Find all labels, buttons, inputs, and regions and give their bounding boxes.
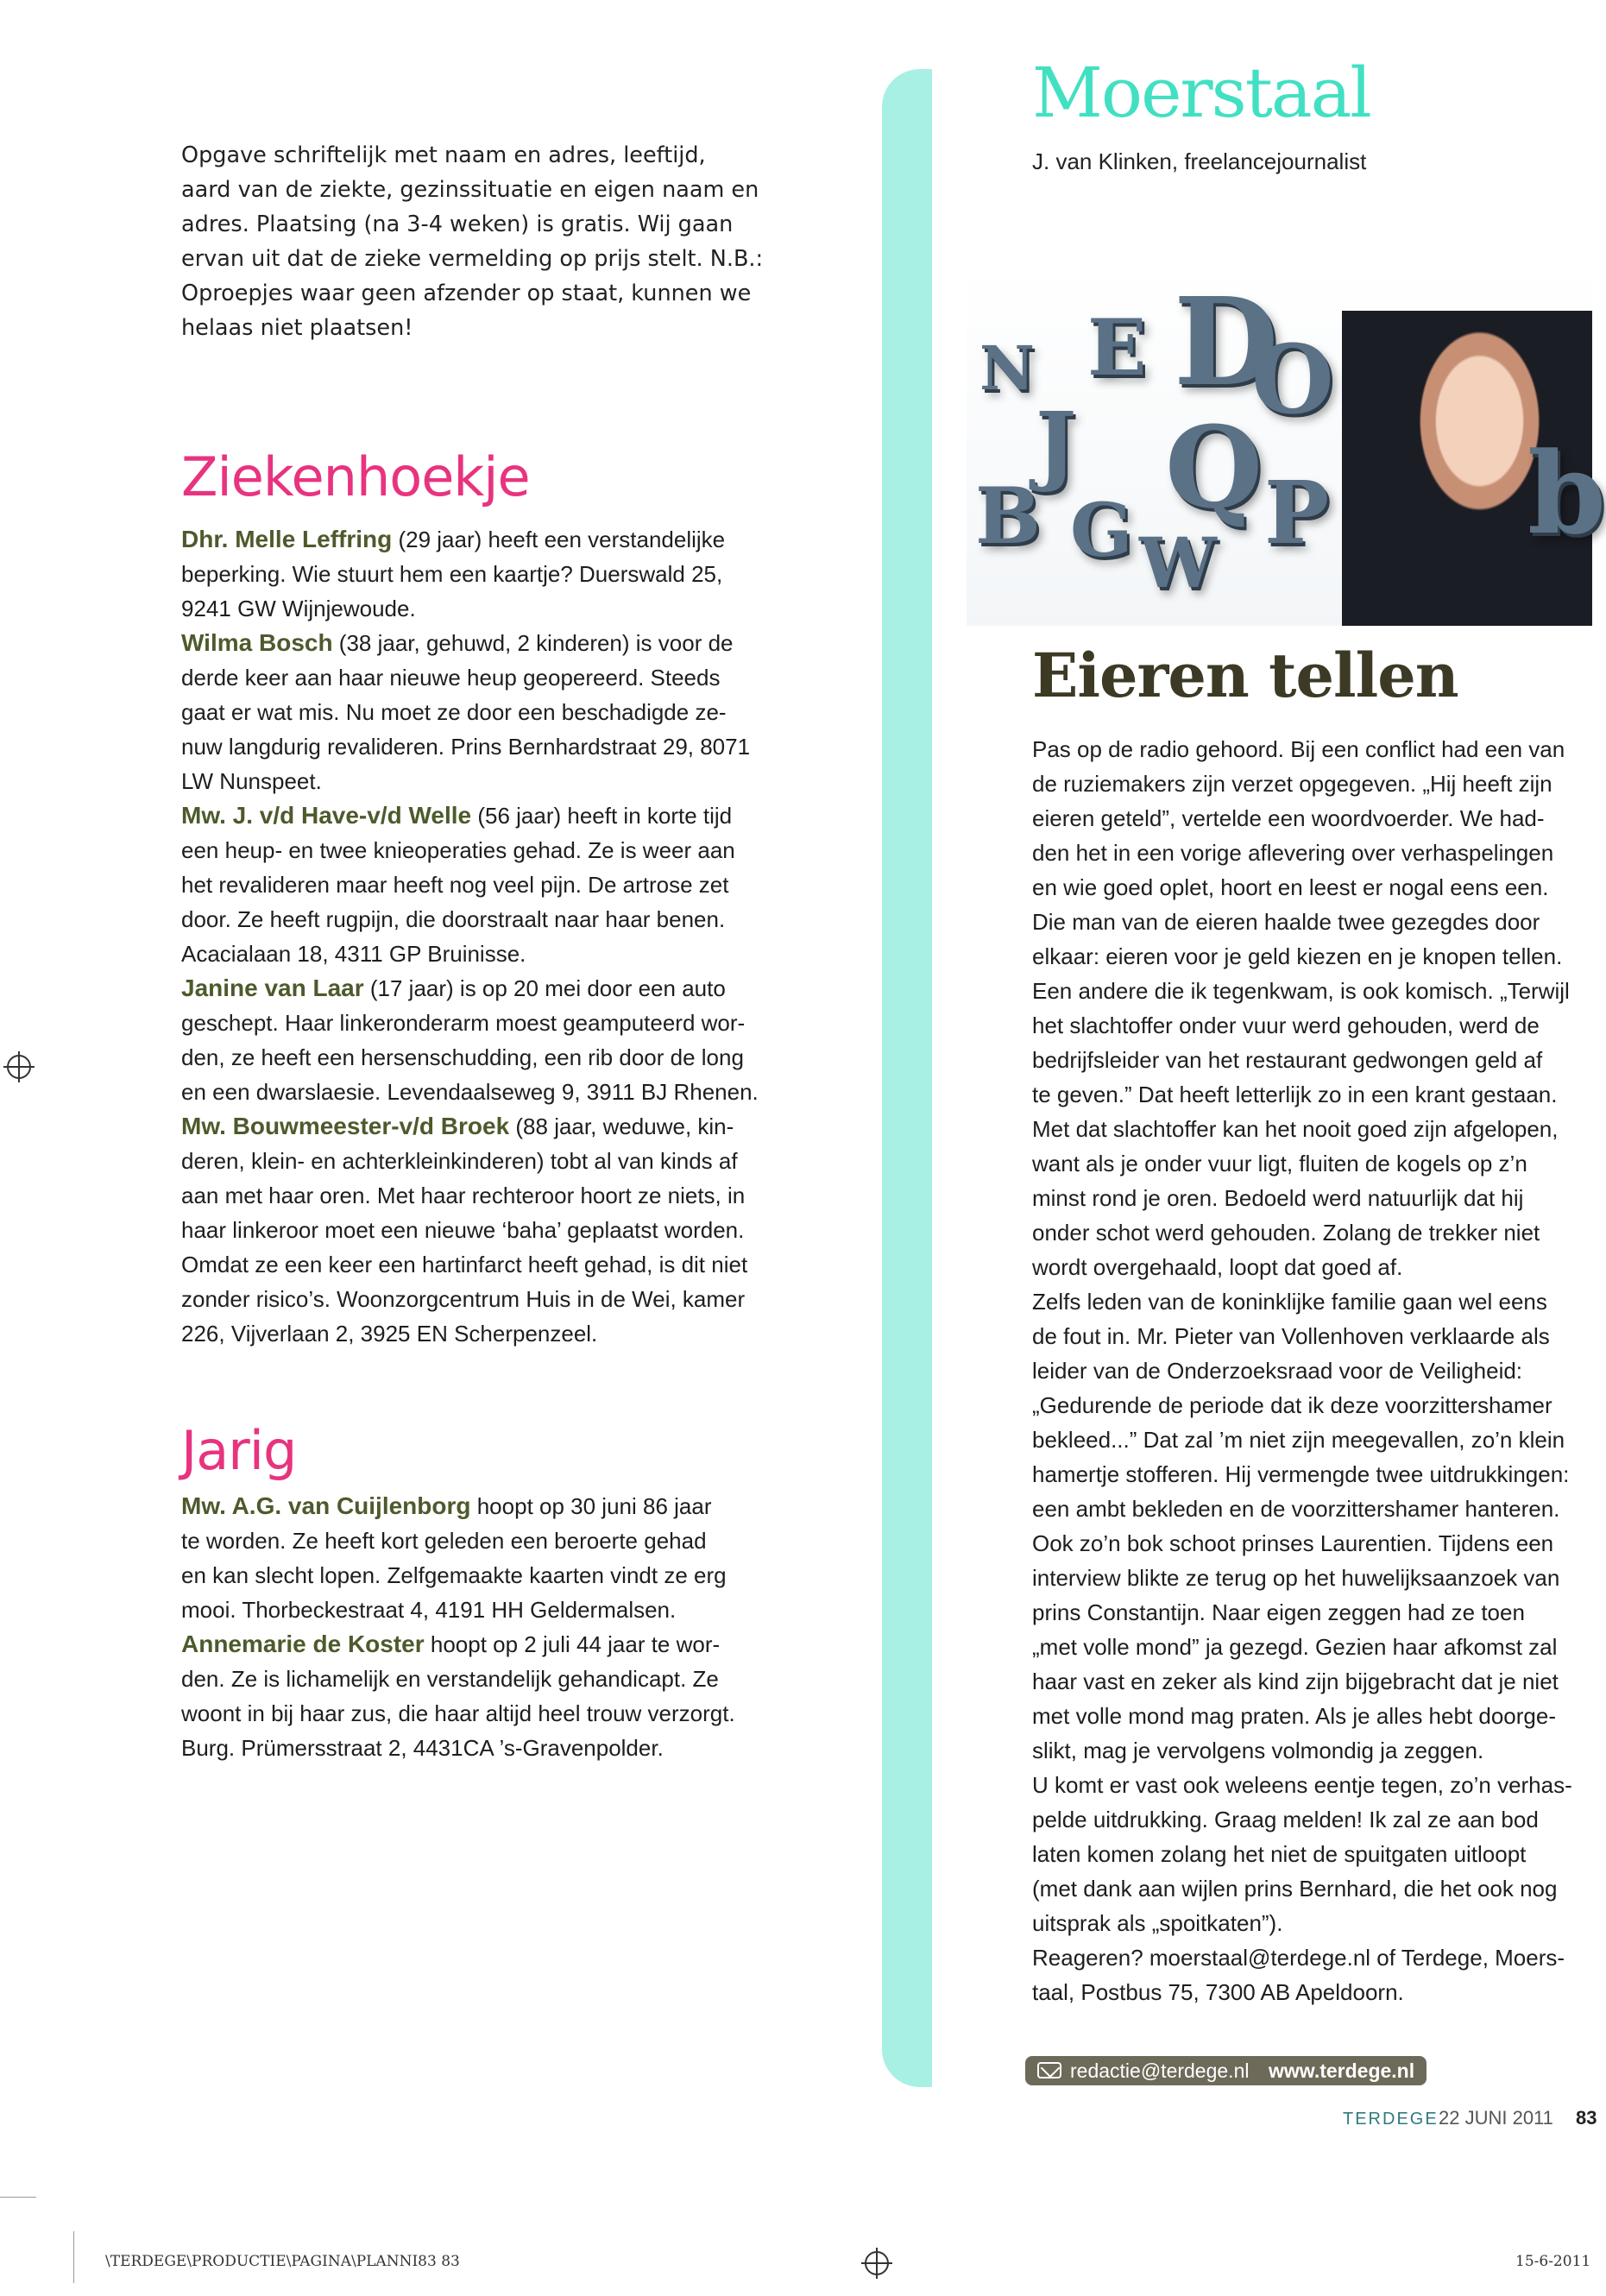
article-line: taal, Postbus 75, 7300 AB Apeldoorn. bbox=[1032, 1979, 1404, 2005]
entry-line: en een dwarslaesie. Levendaalseweg 9, 3911 BJ Rhenen. bbox=[181, 1079, 759, 1105]
photo-letter: N bbox=[979, 332, 1035, 404]
jarig-heading: Jarig bbox=[181, 1419, 297, 1482]
list-item bbox=[181, 1109, 820, 1351]
article-line: haar vast en zeker als kind zijn bijgebracht dat je niet bbox=[1032, 1668, 1559, 1694]
entry-line: geschept. Haar linkeronderarm moest geamputeerd wor- bbox=[181, 1010, 746, 1036]
entry-line: nuw langdurig revalideren. Prins Bernhardstraat 29, 8071 bbox=[181, 734, 751, 760]
article-line: (met dank aan wijlen prins Bernhard, die het ook nog bbox=[1032, 1876, 1558, 1902]
entry-line: Omdat ze een keer een hartinfarct heeft gehad, is dit niet bbox=[181, 1252, 748, 1277]
article-line: te geven.” Dat heeft letterlijk zo in een krant gestaan. bbox=[1032, 1082, 1558, 1107]
entry-name: Mw. J. v/d Have-v/d Welle bbox=[181, 802, 472, 829]
photo-letter: E bbox=[1087, 302, 1147, 394]
photo-letter: B bbox=[975, 470, 1042, 562]
contact-bar bbox=[1025, 2056, 1427, 2085]
article-line: de fout in. Mr. Pieter van Vollenhoven verklaarde als bbox=[1032, 1323, 1550, 1349]
slug-date: 15-6-2011 bbox=[1515, 2253, 1591, 2270]
list-item bbox=[181, 971, 820, 1109]
article-line: „met volle mond” ja gezegd. Gezien haar afkomst zal bbox=[1032, 1634, 1558, 1660]
entry-name: Wilma Bosch bbox=[181, 629, 333, 656]
article-line: en wie goed oplet, hoort en leest er nogal eens een. bbox=[1032, 874, 1549, 900]
entry-name: Annemarie de Koster bbox=[181, 1631, 425, 1657]
entry-line: den, ze heeft een hersenschudding, een rib door de long bbox=[181, 1044, 744, 1070]
article-line: onder schot werd gehouden. Zolang de trekker niet bbox=[1032, 1220, 1540, 1246]
article-line: Pas op de radio gehoord. Bij een conflict had een van bbox=[1032, 736, 1565, 762]
article-line: Ook zo’n bok schoot prinses Laurentien. Tijdens een bbox=[1032, 1530, 1554, 1556]
list-item bbox=[181, 1627, 820, 1765]
list-item bbox=[181, 1489, 820, 1627]
envelope-icon bbox=[1037, 2062, 1061, 2078]
page-number: 83 bbox=[1576, 2107, 1597, 2129]
entry-line: 226, Vijverlaan 2, 3925 EN Scherpenzeel. bbox=[181, 1321, 598, 1347]
entry-line: beperking. Wie stuurt hem een kaartje? Duerswald 25, bbox=[181, 561, 723, 587]
entry-name: Janine van Laar bbox=[181, 975, 364, 1001]
slug-path: \TERDEGE\PRODUCTIE\PAGINA\PLANNI83 83 bbox=[105, 2253, 460, 2270]
entry-line: LW Nunspeet. bbox=[181, 768, 322, 794]
entry-name: Dhr. Melle Leffring bbox=[181, 526, 393, 552]
registration-mark-icon bbox=[865, 2251, 889, 2275]
entry-line: (56 jaar) heeft in korte tijd bbox=[471, 803, 733, 829]
entry-line: derde keer aan haar nieuwe heup geopereerd. Steeds bbox=[181, 665, 721, 691]
column-title: Moerstaal bbox=[1032, 53, 1370, 133]
entry-line: aan met haar oren. Met haar rechteroor hoort ze niets, in bbox=[181, 1183, 746, 1208]
footer-magazine: TERDEGE bbox=[1343, 2110, 1439, 2129]
article-line: bekleed...” Dat zal ’m niet zijn meegevallen, zo’n klein bbox=[1032, 1427, 1565, 1453]
article-line: hamertje stofferen. Hij vermengde twee uitdrukkingen: bbox=[1032, 1461, 1570, 1487]
article-line: eieren geteld”, vertelde een woordvoerder. We had- bbox=[1032, 805, 1545, 831]
article-body bbox=[1032, 732, 1592, 2009]
entry-line: te worden. Ze heeft kort geleden een beroerte gehad bbox=[181, 1528, 707, 1554]
list-item bbox=[181, 626, 820, 798]
registration-mark-icon bbox=[7, 1055, 31, 1079]
entry-line: en kan slecht lopen. Zelfgemaakte kaarten vindt ze erg bbox=[181, 1562, 727, 1588]
article-line: uitsprak als „spoitkaten”). bbox=[1032, 1910, 1283, 1936]
contact-website-link[interactable]: www.terdege.nl bbox=[1269, 2059, 1415, 2082]
column-divider bbox=[882, 69, 932, 2087]
entry-line: 9241 GW Wijnjewoude. bbox=[181, 596, 416, 621]
article-line: laten komen zolang het niet de spuitgaten uitloopt bbox=[1032, 1841, 1527, 1867]
ziekenhoekje-heading: Ziekenhoekje bbox=[181, 445, 530, 508]
entry-line: hoopt op 2 juli 44 jaar te wor- bbox=[424, 1631, 721, 1657]
entry-line: deren, klein- en achterkleinkinderen) tobt al van kinds af bbox=[181, 1148, 738, 1174]
article-line: den het in een vorige aflevering over verhaspelingen bbox=[1032, 840, 1554, 866]
article-line: minst rond je oren. Bedoeld werd natuurlijk dat hij bbox=[1032, 1185, 1524, 1211]
intro-line: aard van de ziekte, gezinssituatie en eigen naam en bbox=[181, 177, 759, 203]
photo-letter: D bbox=[1174, 272, 1279, 413]
column-photo bbox=[967, 263, 1606, 626]
article-line: Reageren? moerstaal@terdege.nl of Terdege, Moers- bbox=[1032, 1945, 1565, 1971]
article-line: interview blikte ze terug op het huwelijksaanzoek van bbox=[1032, 1565, 1560, 1591]
entry-line: (88 jaar, weduwe, kin- bbox=[509, 1113, 734, 1139]
entry-line: het revalideren maar heeft nog veel pijn. De artrose zet bbox=[181, 872, 729, 898]
photo-letter: W bbox=[1139, 522, 1217, 603]
entry-line: door. Ze heeft rugpijn, die doorstraalt naar haar benen. bbox=[181, 906, 726, 932]
entry-line: een heup- en twee knieoperaties gehad. Ze is weer aan bbox=[181, 837, 735, 863]
crop-mark bbox=[73, 2231, 74, 2283]
entry-line: hoopt op 30 juni 86 jaar bbox=[470, 1493, 712, 1519]
article-line: leider van de Onderzoeksraad voor de Veiligheid: bbox=[1032, 1358, 1523, 1384]
article-line: het slachtoffer onder vuur werd gehouden, werd de bbox=[1032, 1012, 1540, 1038]
photo-letter: Q bbox=[1165, 401, 1263, 533]
photo-letter: G bbox=[1070, 488, 1133, 574]
article-line: Zelfs leden van de koninklijke familie gaan wel eens bbox=[1032, 1289, 1547, 1315]
article-line: Die man van de eieren haalde twee gezegdes door bbox=[1032, 909, 1540, 935]
contact-email-link[interactable]: redactie@terdege.nl bbox=[1070, 2059, 1250, 2082]
entry-name: Mw. A.G. van Cuijlenborg bbox=[181, 1492, 471, 1519]
entry-name: Mw. Bouwmeester-v/d Broek bbox=[181, 1113, 510, 1139]
intro-line: helaas niet plaatsen! bbox=[181, 315, 413, 341]
article-line: slikt, mag je vervolgens volmondig ja zeggen. bbox=[1032, 1738, 1484, 1763]
ziekenhoekje-list bbox=[181, 522, 820, 1351]
article-line: U komt er vast ook weleens eentje tegen, zo’n verhas- bbox=[1032, 1772, 1572, 1798]
photo-letter: J bbox=[1036, 393, 1077, 495]
entry-line: woont in bij haar zus, die haar altijd heel trouw verzorgt. bbox=[181, 1700, 735, 1726]
photo-letter: P bbox=[1264, 462, 1330, 564]
photo-letter: O bbox=[1251, 324, 1334, 435]
column-author: J. van Klinken, freelancejournalist bbox=[1032, 148, 1367, 174]
entry-line: (38 jaar, gehuwd, 2 kinderen) is voor de bbox=[332, 630, 734, 656]
article-line: Een andere die ik tegenkwam, is ook komisch. „Terwijl bbox=[1032, 978, 1570, 1004]
entry-line: gaat er wat mis. Nu moet ze door een beschadigde ze- bbox=[181, 699, 727, 725]
article-line: prins Constantijn. Naar eigen zeggen had ze toen bbox=[1032, 1599, 1525, 1625]
intro-text bbox=[181, 138, 816, 345]
entry-line: haar linkeroor moet een nieuwe ‘baha’ geplaatst worden. bbox=[181, 1217, 745, 1243]
photo-letter: b bbox=[1527, 427, 1606, 559]
footer-date: 22 JUNI 2011 bbox=[1439, 2107, 1553, 2129]
entry-line: (29 jaar) heeft een verstandelijke bbox=[392, 527, 726, 552]
intro-line: Oproepjes waar geen afzender op staat, kunnen we bbox=[181, 281, 752, 306]
article-line: wordt overgehaald, loopt dat goed af. bbox=[1032, 1254, 1403, 1280]
article-line: „Gedurende de periode dat ik deze voorzittershamer bbox=[1032, 1392, 1552, 1418]
entry-line: Burg. Prümersstraat 2, 4431CA ’s-Gravenpolder. bbox=[181, 1735, 664, 1761]
article-line: Met dat slachtoffer kan het nooit goed zijn afgelopen, bbox=[1032, 1116, 1559, 1142]
article-line: een ambt bekleden en de voorzittershamer hanteren. bbox=[1032, 1496, 1560, 1522]
entry-line: mooi. Thorbeckestraat 4, 4191 HH Geldermalsen. bbox=[181, 1597, 677, 1623]
article-line: bedrijfsleider van het restaurant gedwongen geld af bbox=[1032, 1047, 1543, 1073]
article-title: Eieren tellen bbox=[1032, 640, 1458, 711]
entry-line: Acacialaan 18, 4311 GP Bruinisse. bbox=[181, 941, 526, 967]
intro-line: ervan uit dat de zieke vermelding op prijs stelt. N.B.: bbox=[181, 246, 764, 272]
entry-line: (17 jaar) is op 20 mei door een auto bbox=[363, 975, 726, 1001]
entry-line: zonder risico’s. Woonzorgcentrum Huis in de Wei, kamer bbox=[181, 1286, 746, 1312]
crop-mark bbox=[0, 2197, 36, 2198]
article-line: met volle mond mag praten. Als je alles hebt doorge- bbox=[1032, 1703, 1557, 1729]
intro-line: Opgave schriftelijk met naam en adres, leeftijd, bbox=[181, 142, 706, 168]
article-line: want als je onder vuur ligt, fluiten de kogels op z’n bbox=[1032, 1151, 1527, 1176]
article-line: elkaar: eieren voor je geld kiezen en je knopen tellen. bbox=[1032, 943, 1563, 969]
entry-line: den. Ze is lichamelijk en verstandelijk gehandicapt. Ze bbox=[181, 1666, 719, 1692]
intro-line: adres. Plaatsing (na 3-4 weken) is gratis. Wij gaan bbox=[181, 211, 734, 237]
article-line: de ruziemakers zijn verzet opgegeven. „Hij heeft zijn bbox=[1032, 771, 1552, 797]
article-line: pelde uitdrukking. Graag melden! Ik zal ze aan bod bbox=[1032, 1807, 1539, 1832]
jarig-list bbox=[181, 1489, 820, 1765]
list-item bbox=[181, 798, 820, 971]
list-item bbox=[181, 522, 820, 626]
